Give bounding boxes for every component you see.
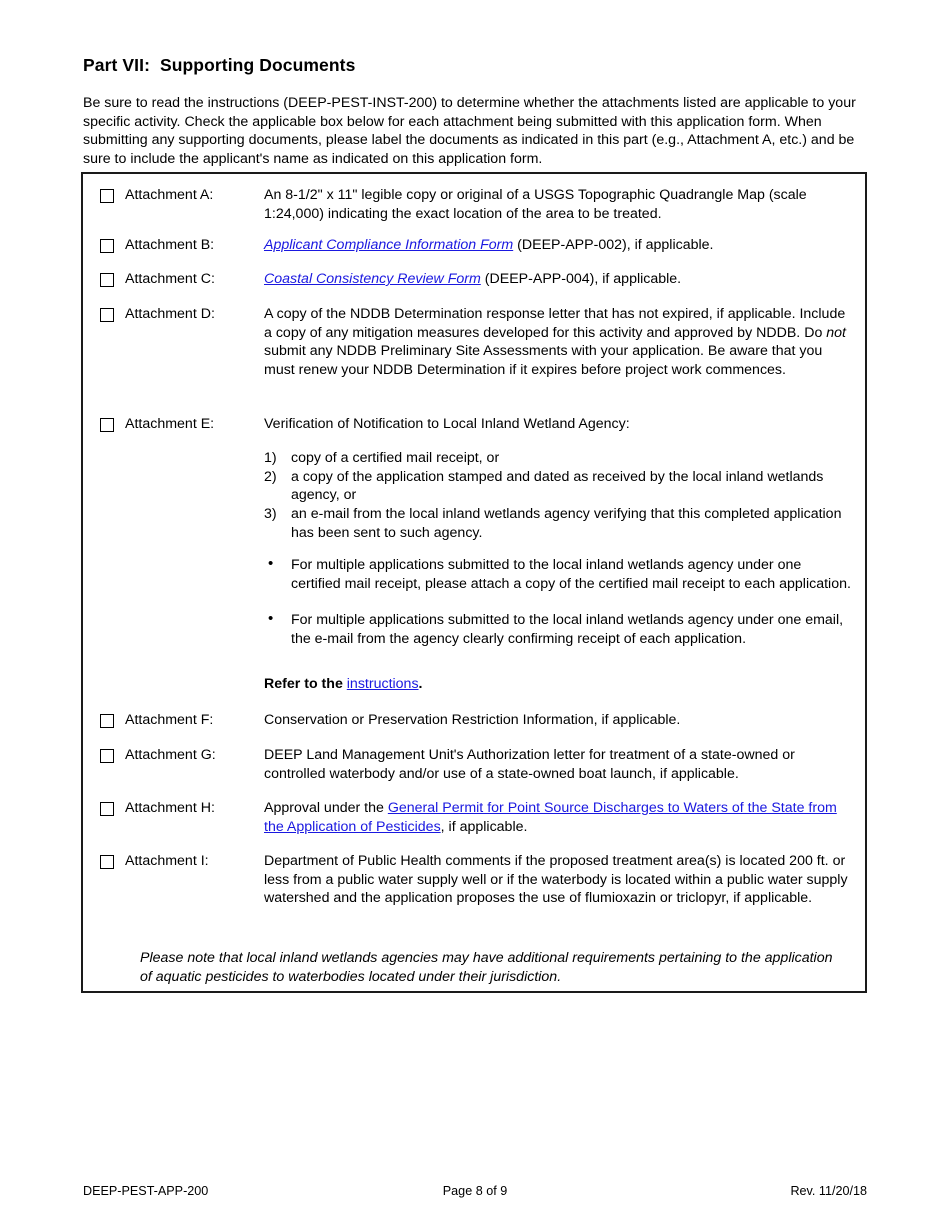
checkbox-attachment-e[interactable] — [100, 418, 114, 432]
list-text: For multiple applications submitted to the local inland wetlands agency under one email, the e-mail from the agency clearly confirming receipt of each application. — [291, 612, 844, 648]
refer-suffix: . — [418, 676, 423, 692]
attachment-checklist-box — [81, 172, 867, 993]
coastal-consistency-review-form-link[interactable]: Coastal Consistency Review Form — [264, 271, 481, 287]
attachment-a-text: An 8-1/2" x 11" legible copy or original of a USGS Topographic Quadrangle Map (scale 1:24,000) indicating the exact location of the area to be treated. — [264, 187, 807, 222]
refer-to-instructions — [264, 675, 423, 694]
list-text: copy of a certified mail receipt, or — [291, 450, 500, 466]
attachment-e-bullet-list — [264, 556, 854, 649]
attachment-f-label: Attachment F: — [125, 712, 214, 728]
attachment-h-tail: , if applicable. — [440, 818, 528, 835]
attachment-i-label: Attachment I: — [125, 853, 209, 869]
attachment-d-part2: submit any NDDB Preliminary Site Assessments with your application. Be aware that you must renew your NDDB Determination if it expires before project work commences. — [264, 343, 823, 379]
list-item — [264, 611, 854, 648]
applicant-compliance-information-form-link[interactable]: Applicant Compliance Information Form — [264, 237, 514, 253]
attachment-f-text: Conservation or Preservation Restriction Information, if applicable. — [264, 712, 681, 728]
list-marker: 1) — [264, 450, 277, 466]
footer-revision: Rev. 11/20/18 — [790, 1184, 867, 1198]
attachment-e-text: Verification of Notification to Local Inland Wetland Agency: — [264, 416, 630, 432]
checkbox-attachment-g[interactable] — [100, 749, 114, 763]
list-item — [264, 468, 854, 505]
list-item — [264, 449, 854, 468]
checkbox-attachment-b[interactable] — [100, 239, 114, 253]
refer-prefix: Refer to the — [264, 676, 347, 692]
attachment-c-tail: (DEEP-APP-004), if applicable. — [480, 271, 682, 287]
attachment-c-text — [264, 270, 852, 289]
attachment-e-label: Attachment E: — [125, 416, 215, 432]
bullet-icon: • — [268, 555, 274, 572]
attachment-d-label: Attachment D: — [125, 306, 215, 322]
list-item — [264, 505, 854, 542]
attachment-h-label: Attachment H: — [125, 800, 215, 816]
checkbox-attachment-d[interactable] — [100, 308, 114, 322]
list-marker: 3) — [264, 506, 277, 523]
page-footer — [0, 1184, 950, 1204]
attachment-e-numbered-list — [264, 449, 854, 543]
attachment-b-label: Attachment B: — [125, 237, 215, 253]
checkbox-attachment-h[interactable] — [100, 802, 114, 816]
attachment-g-label: Attachment G: — [125, 747, 216, 763]
footer-page-number: Page 8 of 9 — [442, 1184, 508, 1198]
instructions-link[interactable]: instructions — [346, 676, 419, 692]
footer-form-number: DEEP-PEST-APP-200 — [83, 1184, 209, 1198]
attachment-d-emphasis: not — [826, 324, 847, 341]
attachment-h-text — [264, 799, 852, 836]
page-title: Part VII: Supporting Documents — [83, 55, 356, 75]
list-marker: 2) — [264, 468, 277, 485]
list-text: For multiple applications submitted to the local inland wetlands agency under one certified mail receipt, please attach a copy of the certified mail receipt to each application. — [291, 557, 851, 592]
closing-note: Please note that local inland wetlands agencies may have additional requirements pertaining to the application of aquatic pesticides to waterbodies located under their jurisdiction. — [140, 950, 833, 985]
attachment-g-text: DEEP Land Management Unit's Authorization letter for treatment of a state-owned or controlled waterbody and/or use of a state-owned boat launch, if applicable. — [264, 747, 795, 782]
checkbox-attachment-c[interactable] — [100, 273, 114, 287]
checkbox-attachment-i[interactable] — [100, 855, 114, 869]
attachment-a-label: Attachment A: — [125, 187, 214, 203]
checkbox-attachment-f[interactable] — [100, 714, 114, 728]
attachment-b-tail: (DEEP-APP-002), if applicable. — [513, 237, 714, 253]
checkbox-attachment-a[interactable] — [100, 189, 114, 203]
list-item — [264, 556, 854, 593]
attachment-d-part1: A copy of the NDDB Determination response letter that has not expired, if applicable. Include a copy of any mitigation measures developed for this activity and approved by NDDB. Do — [264, 306, 846, 341]
general-permit-pesticides-link[interactable]: General Permit for Point Source Discharges to Waters of the State from the Application of Pesticides — [264, 800, 837, 835]
attachment-d-text — [264, 305, 852, 380]
intro-paragraph: Be sure to read the instructions (DEEP-PEST-INST-200) to determine whether the attachments listed are applicable to your specific activity. Check the applicable box below for each attachment being submitted with this application form. When submitting any supporting documents, please label the documents as indicated in this part (e.g., Attachment A, etc.) and be sure to include the applicant's name as indicated on this application form. — [83, 95, 856, 168]
attachment-c-label: Attachment C: — [125, 271, 215, 287]
attachment-h-prefix: Approval under the — [264, 800, 388, 816]
bullet-icon: • — [268, 610, 274, 628]
attachment-b-text — [264, 236, 852, 255]
list-text: a copy of the application stamped and dated as received by the local inland wetlands agency, or — [291, 468, 824, 504]
attachment-i-text: Department of Public Health comments if the proposed treatment area(s) is located 200 ft. or less from a public water supply well or if the waterbody is located within a public water supply watershed and the application proposes the use of flumioxazin or triclopyr, if applicable. — [264, 853, 848, 907]
list-text: an e-mail from the local inland wetlands agency verifying that this completed application has been sent to such agency. — [291, 506, 842, 541]
